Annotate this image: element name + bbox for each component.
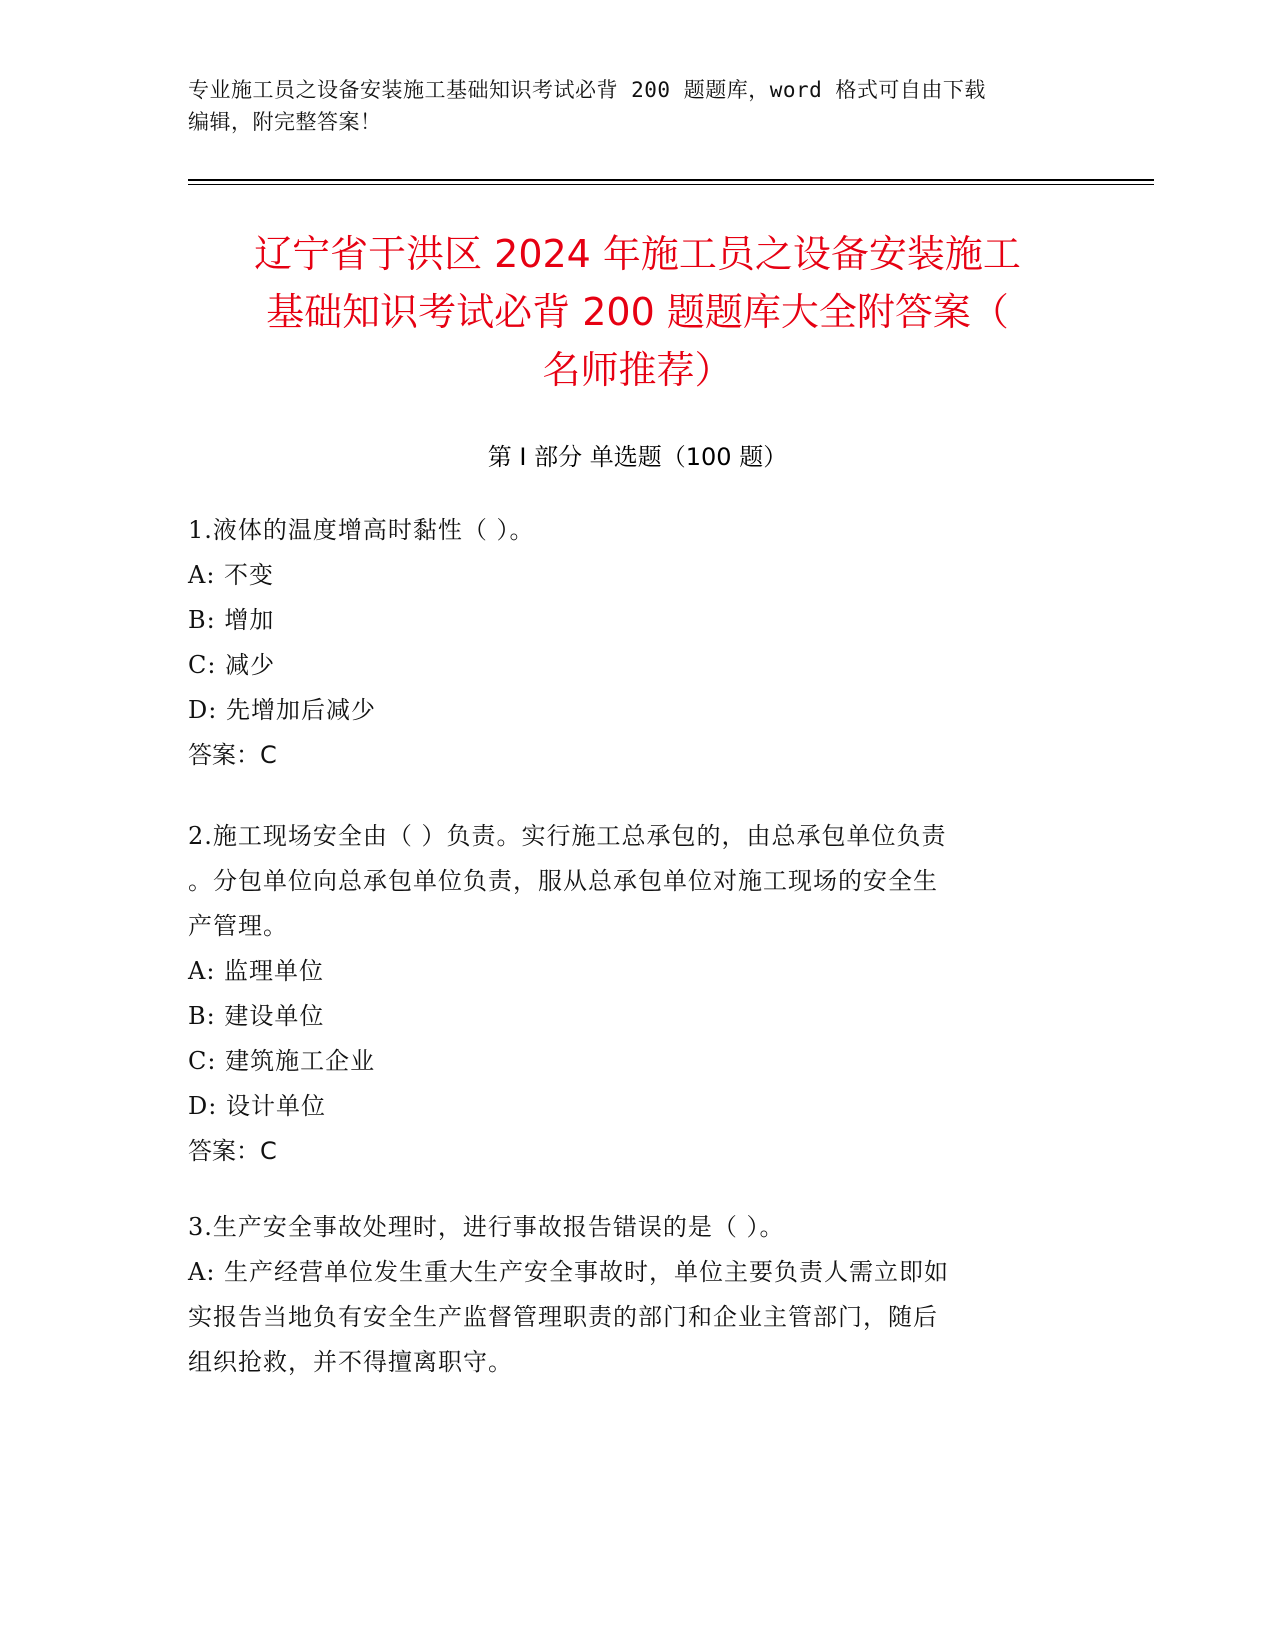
question-stem: 3.生产安全事故处理时，进行事故报告错误的是（ ）。 bbox=[188, 1213, 785, 1241]
question-stem-line-1: 2.施工现场安全由（ ）负责。实行施工总承包的，由总承包单位负责 bbox=[188, 822, 947, 850]
question-stem: 1.液体的温度增高时黏性（ ）。 bbox=[188, 516, 535, 544]
header-rule-thick bbox=[188, 179, 1154, 181]
document-title-line-2: 基础知识考试必背 200 题题库大全附答案（ bbox=[266, 290, 1009, 334]
question-1 bbox=[188, 508, 1088, 778]
option-b: B: 增加 bbox=[188, 606, 275, 634]
document-title bbox=[150, 225, 1125, 399]
option-a: A: 不变 bbox=[188, 561, 275, 589]
answer: 答案：C bbox=[188, 741, 277, 769]
option-d: D: 先增加后减少 bbox=[188, 696, 376, 724]
answer: 答案：C bbox=[188, 1137, 277, 1165]
section-title: 第 I 部分 单选题（100 题） bbox=[487, 443, 788, 471]
question-2 bbox=[188, 814, 1088, 1174]
option-a: A: 监理单位 bbox=[188, 957, 325, 985]
option-b: B: 建设单位 bbox=[188, 1002, 325, 1030]
header-rule-thin bbox=[188, 184, 1154, 185]
header-note-line-2: 编辑，附完整答案！ bbox=[188, 110, 382, 134]
header-note bbox=[188, 74, 1088, 138]
option-d: D: 设计单位 bbox=[188, 1092, 326, 1120]
document-title-line-3: 名师推荐） bbox=[542, 348, 733, 392]
document-title-line-1: 辽宁省于洪区 2024 年施工员之设备安装施工 bbox=[254, 232, 1021, 276]
question-stem-line-2: 。分包单位向总承包单位负责，服从总承包单位对施工现场的安全生 bbox=[188, 867, 938, 895]
question-3 bbox=[188, 1205, 1088, 1385]
option-a-line-3: 组织抢救，并不得擅离职守。 bbox=[188, 1348, 513, 1376]
option-a-line-1: A: 生产经营单位发生重大生产安全事故时，单位主要负责人需立即如 bbox=[188, 1258, 950, 1286]
option-a-line-2: 实报告当地负有安全生产监督管理职责的部门和企业主管部门，随后 bbox=[188, 1303, 938, 1331]
question-stem-line-3: 产管理。 bbox=[188, 912, 288, 940]
option-c: C: 减少 bbox=[188, 651, 276, 679]
header-note-line-1: 专业施工员之设备安装施工基础知识考试必背 200 题题库，word 格式可自由下载 bbox=[188, 78, 986, 102]
option-c: C: 建筑施工企业 bbox=[188, 1047, 376, 1075]
